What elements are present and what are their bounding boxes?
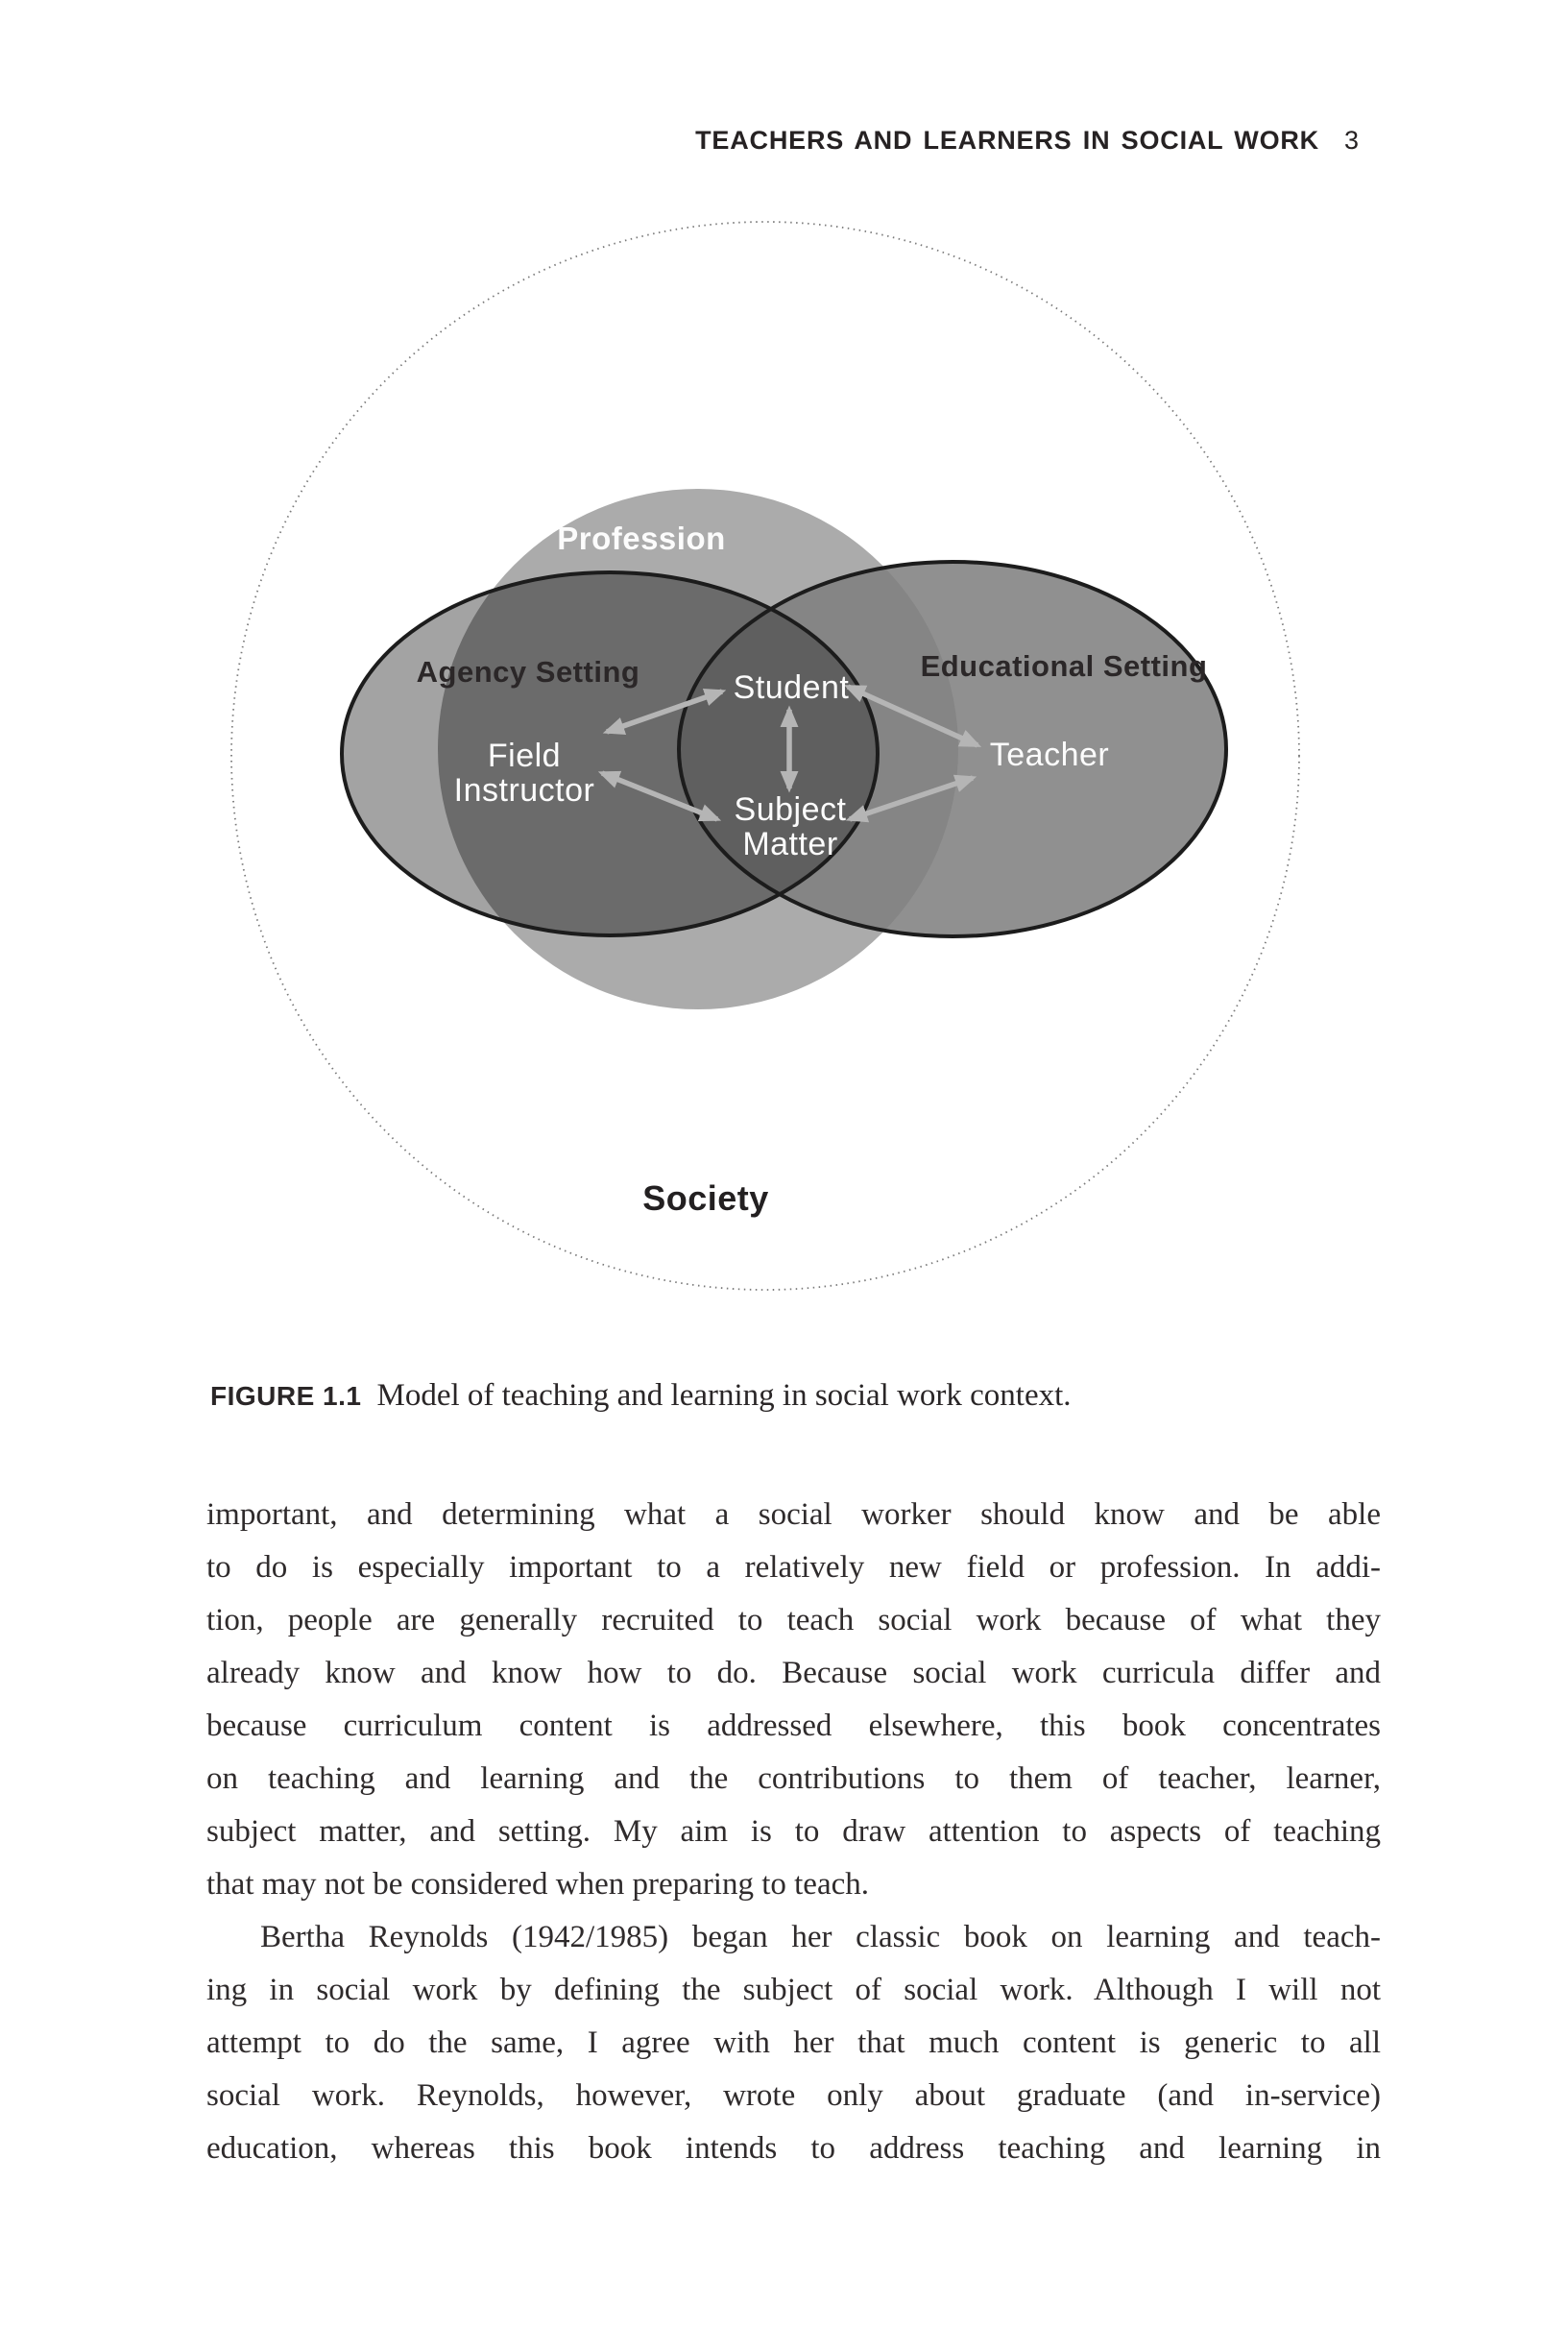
student-label: Student	[733, 669, 850, 706]
running-head-title: TEACHERS AND LEARNERS IN SOCIAL WORK	[695, 126, 1319, 155]
venn-diagram	[221, 211, 1306, 1297]
body-line: Bertha Reynolds (1942/1985) began her classic book on learning and teach-	[260, 1920, 1381, 1954]
figure-diagram-area	[221, 211, 1306, 1297]
educational-setting-label: Educational Setting	[920, 649, 1208, 683]
body-line: subject matter, and setting. My aim is to draw attention to aspects of teaching	[206, 1814, 1381, 1849]
field-instructor-label-line2: Instructor	[453, 772, 595, 809]
body-line: to do is especially important to a relatively new field or profession. In addi-	[206, 1550, 1381, 1585]
figure-caption	[210, 1376, 1385, 1416]
field-instructor-label-line1: Field	[487, 738, 562, 774]
body-line: that may not be considered when preparing to teach.	[206, 1867, 870, 1902]
body-line: important, and determining what a social worker should know and be able	[206, 1497, 1381, 1532]
body-text	[206, 1489, 1381, 2175]
body-line: tion, people are generally recruited to teach social work because of what they	[206, 1603, 1381, 1637]
agency-setting-label: Agency Setting	[416, 655, 640, 689]
teacher-label: Teacher	[989, 737, 1110, 773]
body-line: attempt to do the same, I agree with her that much content is generic to all	[206, 2025, 1381, 2060]
body-line: on teaching and learning and the contributions to them of teacher, learner,	[206, 1761, 1381, 1796]
page-number: 3	[1343, 126, 1359, 155]
body-line: already know and know how to do. Because social work curricula differ and	[206, 1656, 1381, 1690]
society-label: Society	[642, 1178, 769, 1218]
body-line: ing in social work by defining the subject of social work. Although I will not	[206, 1973, 1381, 2007]
body-line: social work. Reynolds, however, wrote only about graduate (and in-service)	[206, 2078, 1381, 2113]
body-line: because curriculum content is addressed elsewhere, this book concentrates	[206, 1709, 1381, 1743]
subject-matter-label-line2: Matter	[742, 826, 838, 862]
subject-matter-label-line1: Subject	[734, 791, 847, 828]
body-line: education, whereas this book intends to address teaching and learning in	[206, 2131, 1381, 2166]
figure-caption-text: Model of teaching and learning in social work context.	[376, 1378, 1072, 1413]
running-head	[206, 126, 1359, 156]
profession-label: Profession	[557, 521, 726, 556]
figure-caption-label: FIGURE 1.1	[210, 1381, 362, 1411]
